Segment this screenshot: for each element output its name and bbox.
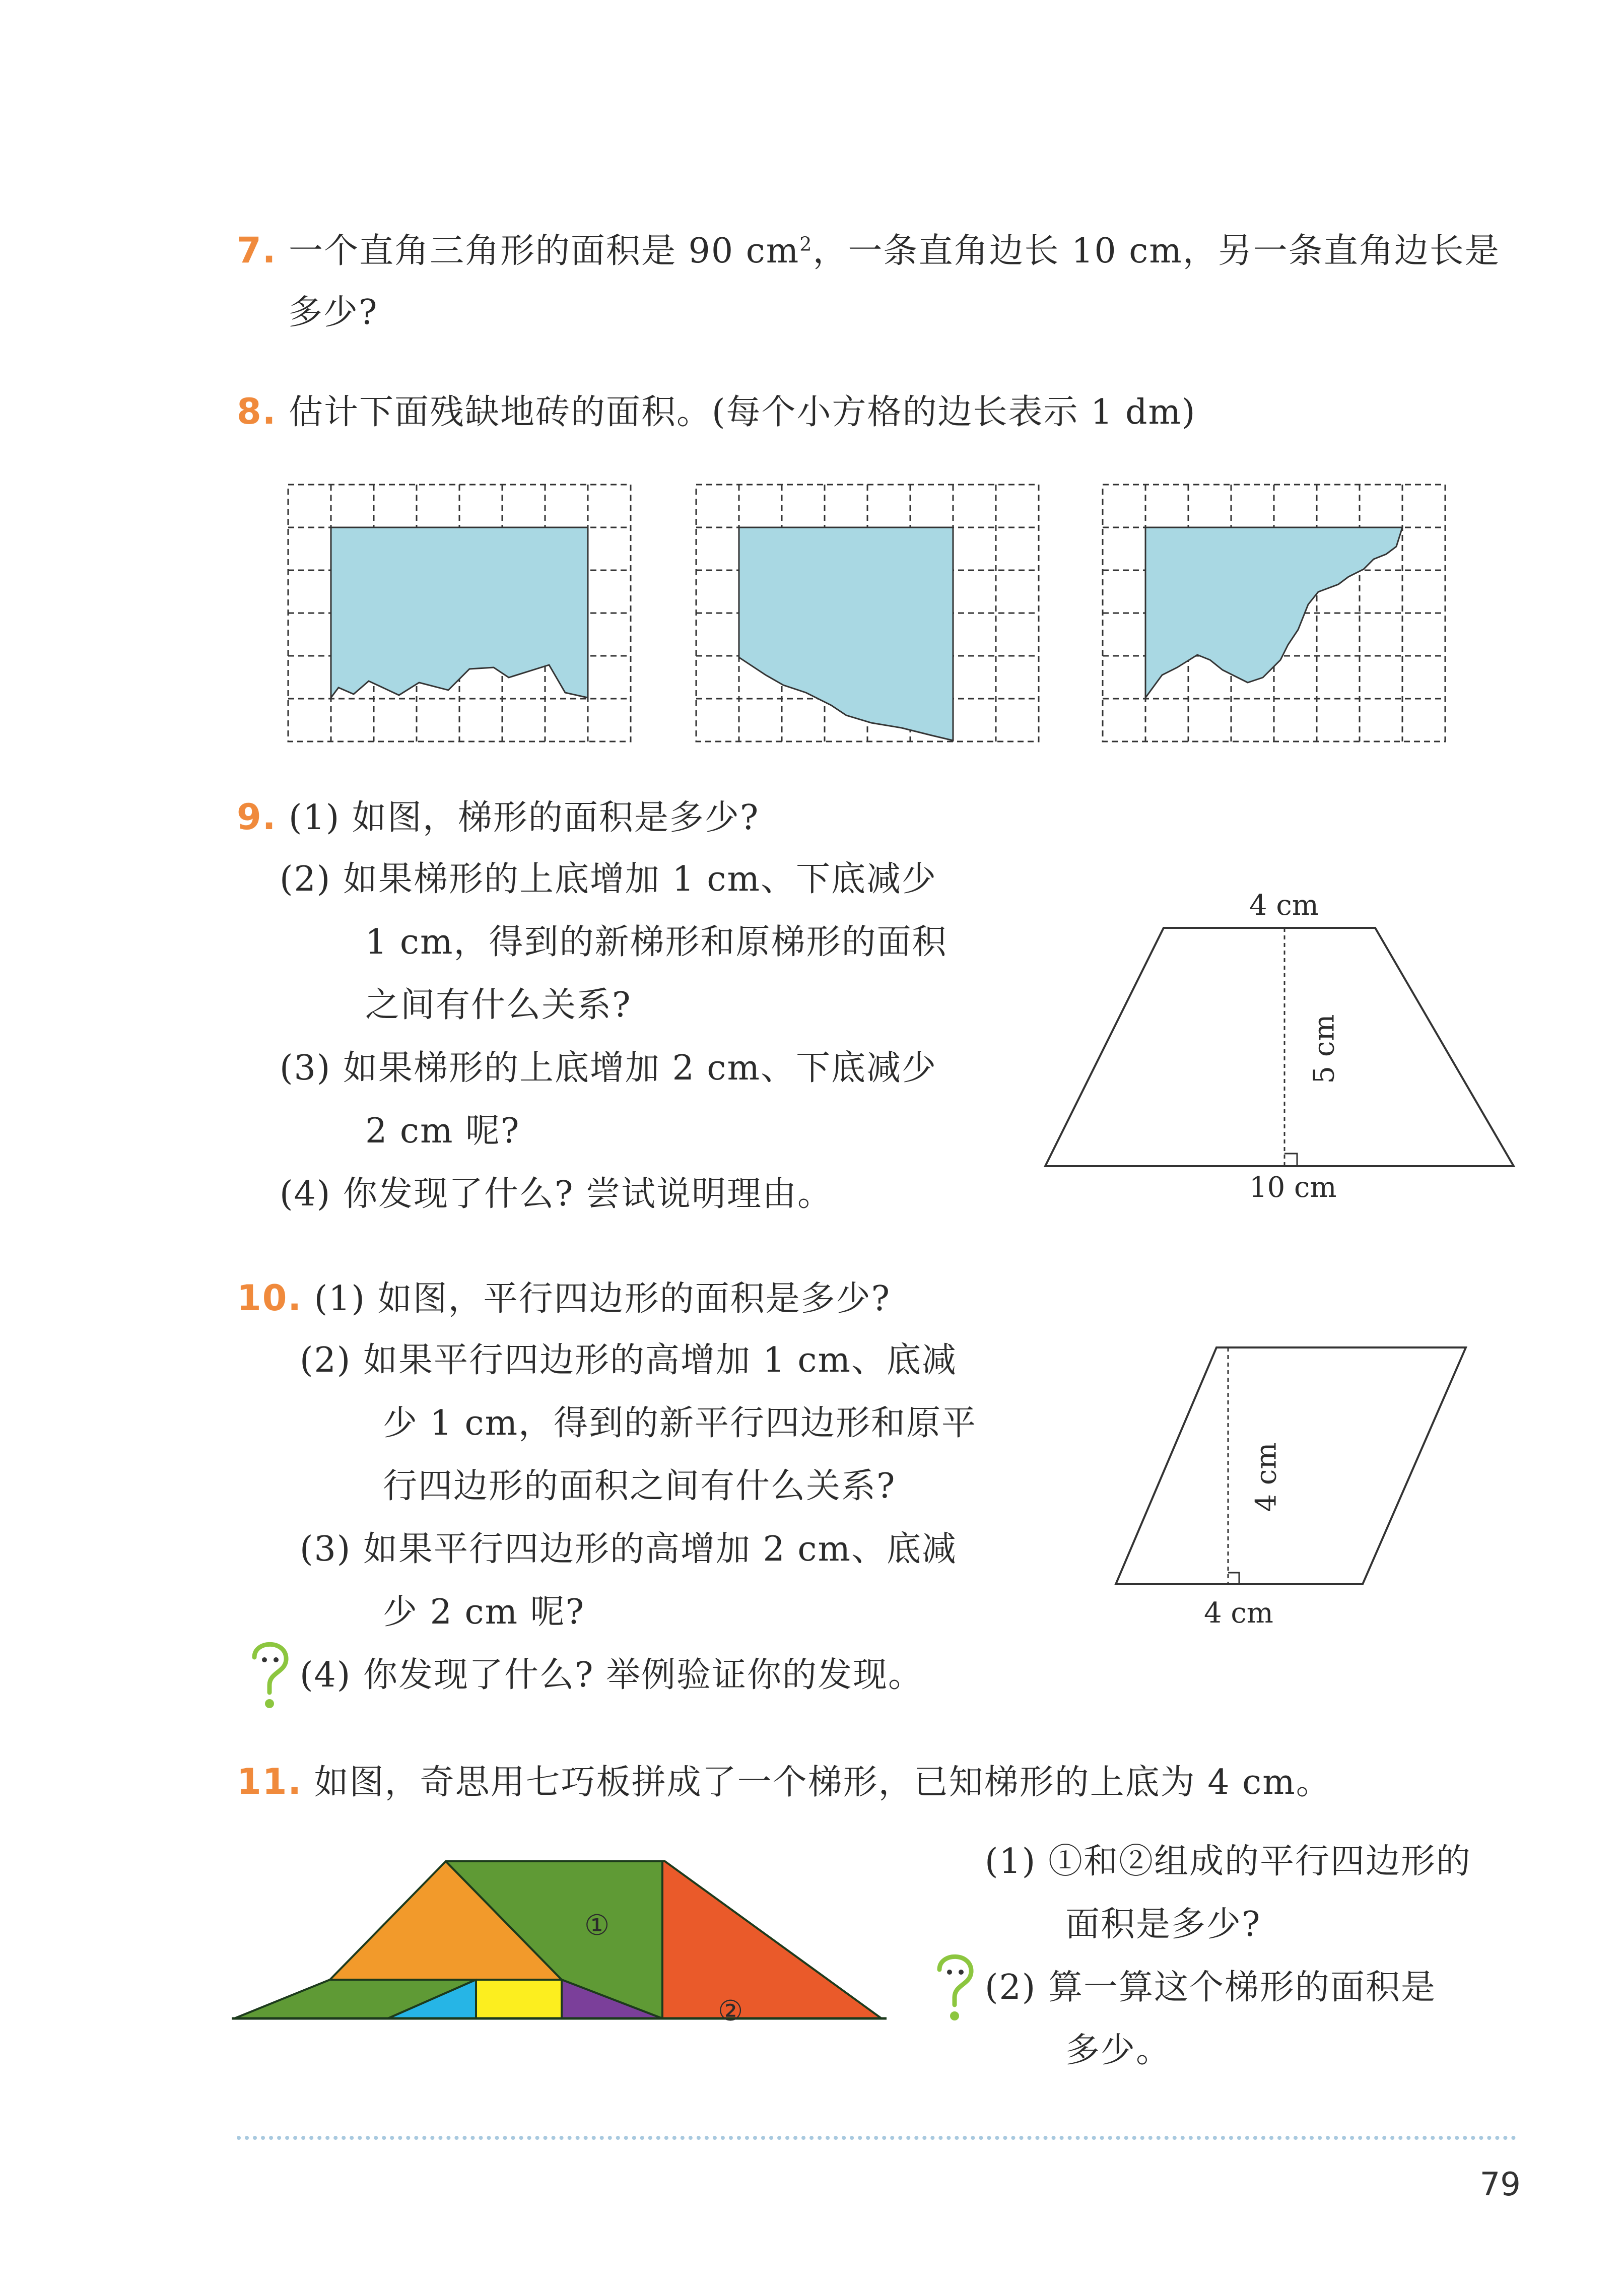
right-angle-mark (1284, 1154, 1297, 1166)
q8-number: 8. (237, 391, 277, 432)
q10-part3a: (3) 如果平行四边形的高增加 2 cm、底减 (300, 1529, 957, 1569)
q7-superscript: 2 (799, 233, 813, 255)
q11-part1a: (1) ①和②组成的平行四边形的 (985, 1842, 1471, 1881)
q10-part4: (4) 你发现了什么? 举例验证你的发现。 (300, 1655, 924, 1695)
tangram-label-1: ① (584, 1909, 610, 1942)
page-number: 79 (1479, 2166, 1521, 2203)
q9-part1 (237, 796, 759, 839)
q7-line2: 多少? (288, 293, 378, 332)
q11-number: 11. (237, 1761, 303, 1802)
broken-tile-shape-1 (331, 527, 588, 698)
q10-part1-text: (1) 如图，平行四边形的面积是多少? (314, 1279, 891, 1319)
parallelogram-base-label: 4 cm (1204, 1597, 1273, 1630)
broken-tile-shape-2 (739, 527, 953, 740)
q9-number: 9. (237, 796, 277, 838)
tangram-red-triangle-2 (662, 1861, 882, 2018)
q9-part4: (4) 你发现了什么? 尝试说明理由。 (280, 1174, 833, 1214)
q10-part2c: 行四边形的面积之间有什么关系? (383, 1466, 896, 1506)
broken-tile-figure-1 (287, 484, 635, 746)
q11-part2a: (2) 算一算这个梯形的面积是 (985, 1968, 1436, 2007)
q10-part1 (237, 1277, 891, 1320)
q9-part2b: 1 cm，得到的新梯形和原梯形的面积 (365, 922, 948, 962)
footer-divider (237, 2136, 1516, 2140)
trapezoid-bottom-label: 10 cm (1249, 1171, 1337, 1204)
q7-line1 (237, 229, 1500, 272)
broken-tile-figure-2 (695, 484, 1043, 746)
helper-icon-q11 (927, 1949, 982, 2025)
q11-text: 如图，奇思用七巧板拼成了一个梯形，已知梯形的上底为 4 cm。 (314, 1763, 1331, 1802)
q11-line (237, 1761, 1331, 1803)
trapezoid-top-label: 4 cm (1249, 889, 1319, 922)
q10-part2a: (2) 如果平行四边形的高增加 1 cm、底减 (300, 1340, 957, 1380)
q7-text-a: 一个直角三角形的面积是 90 cm (288, 231, 800, 271)
q9-part2c: 之间有什么关系? (365, 985, 632, 1025)
tangram-label-2: ② (718, 1995, 743, 2028)
parallelogram-height-label: 4 cm (1250, 1442, 1283, 1512)
q9-part3a: (3) 如果梯形的上底增加 2 cm、下底减少 (280, 1048, 937, 1088)
q8-text: 估计下面残缺地砖的面积。(每个小方格的边长表示 1 dm) (288, 392, 1196, 432)
tangram-yellow-square (476, 1980, 562, 2018)
q9-part3b: 2 cm 呢? (365, 1111, 520, 1151)
q9-part2a: (2) 如果梯形的上底增加 1 cm、下底减少 (280, 859, 937, 899)
trapezoid-shape (1045, 928, 1514, 1166)
tangram-trapezoid-figure (232, 1861, 887, 2028)
broken-tile-shape-3 (1145, 527, 1402, 698)
parallelogram-figure (1113, 1345, 1471, 1587)
q7-text-b: ，一条直角边长 10 cm，另一条直角边长是 (813, 231, 1500, 271)
trapezoid-figure (1043, 927, 1521, 1169)
q10-number: 10. (237, 1277, 303, 1319)
trapezoid-height-label: 5 cm (1308, 1014, 1341, 1084)
right-angle-mark (1228, 1573, 1239, 1584)
helper-icon-q10 (242, 1637, 297, 1713)
q8-line (237, 390, 1196, 433)
q11-part1b: 面积是多少? (1065, 1905, 1261, 1944)
q10-part3b: 少 2 cm 呢? (383, 1592, 585, 1632)
broken-tile-figure-3 (1102, 484, 1449, 746)
q10-part2b: 少 1 cm，得到的新平行四边形和原平 (383, 1403, 977, 1443)
q11-part2b: 多少。 (1065, 2031, 1172, 2070)
q7-number: 7. (237, 230, 277, 271)
q9-part1-text: (1) 如图，梯形的面积是多少? (288, 798, 760, 838)
parallelogram-shape (1116, 1347, 1466, 1584)
